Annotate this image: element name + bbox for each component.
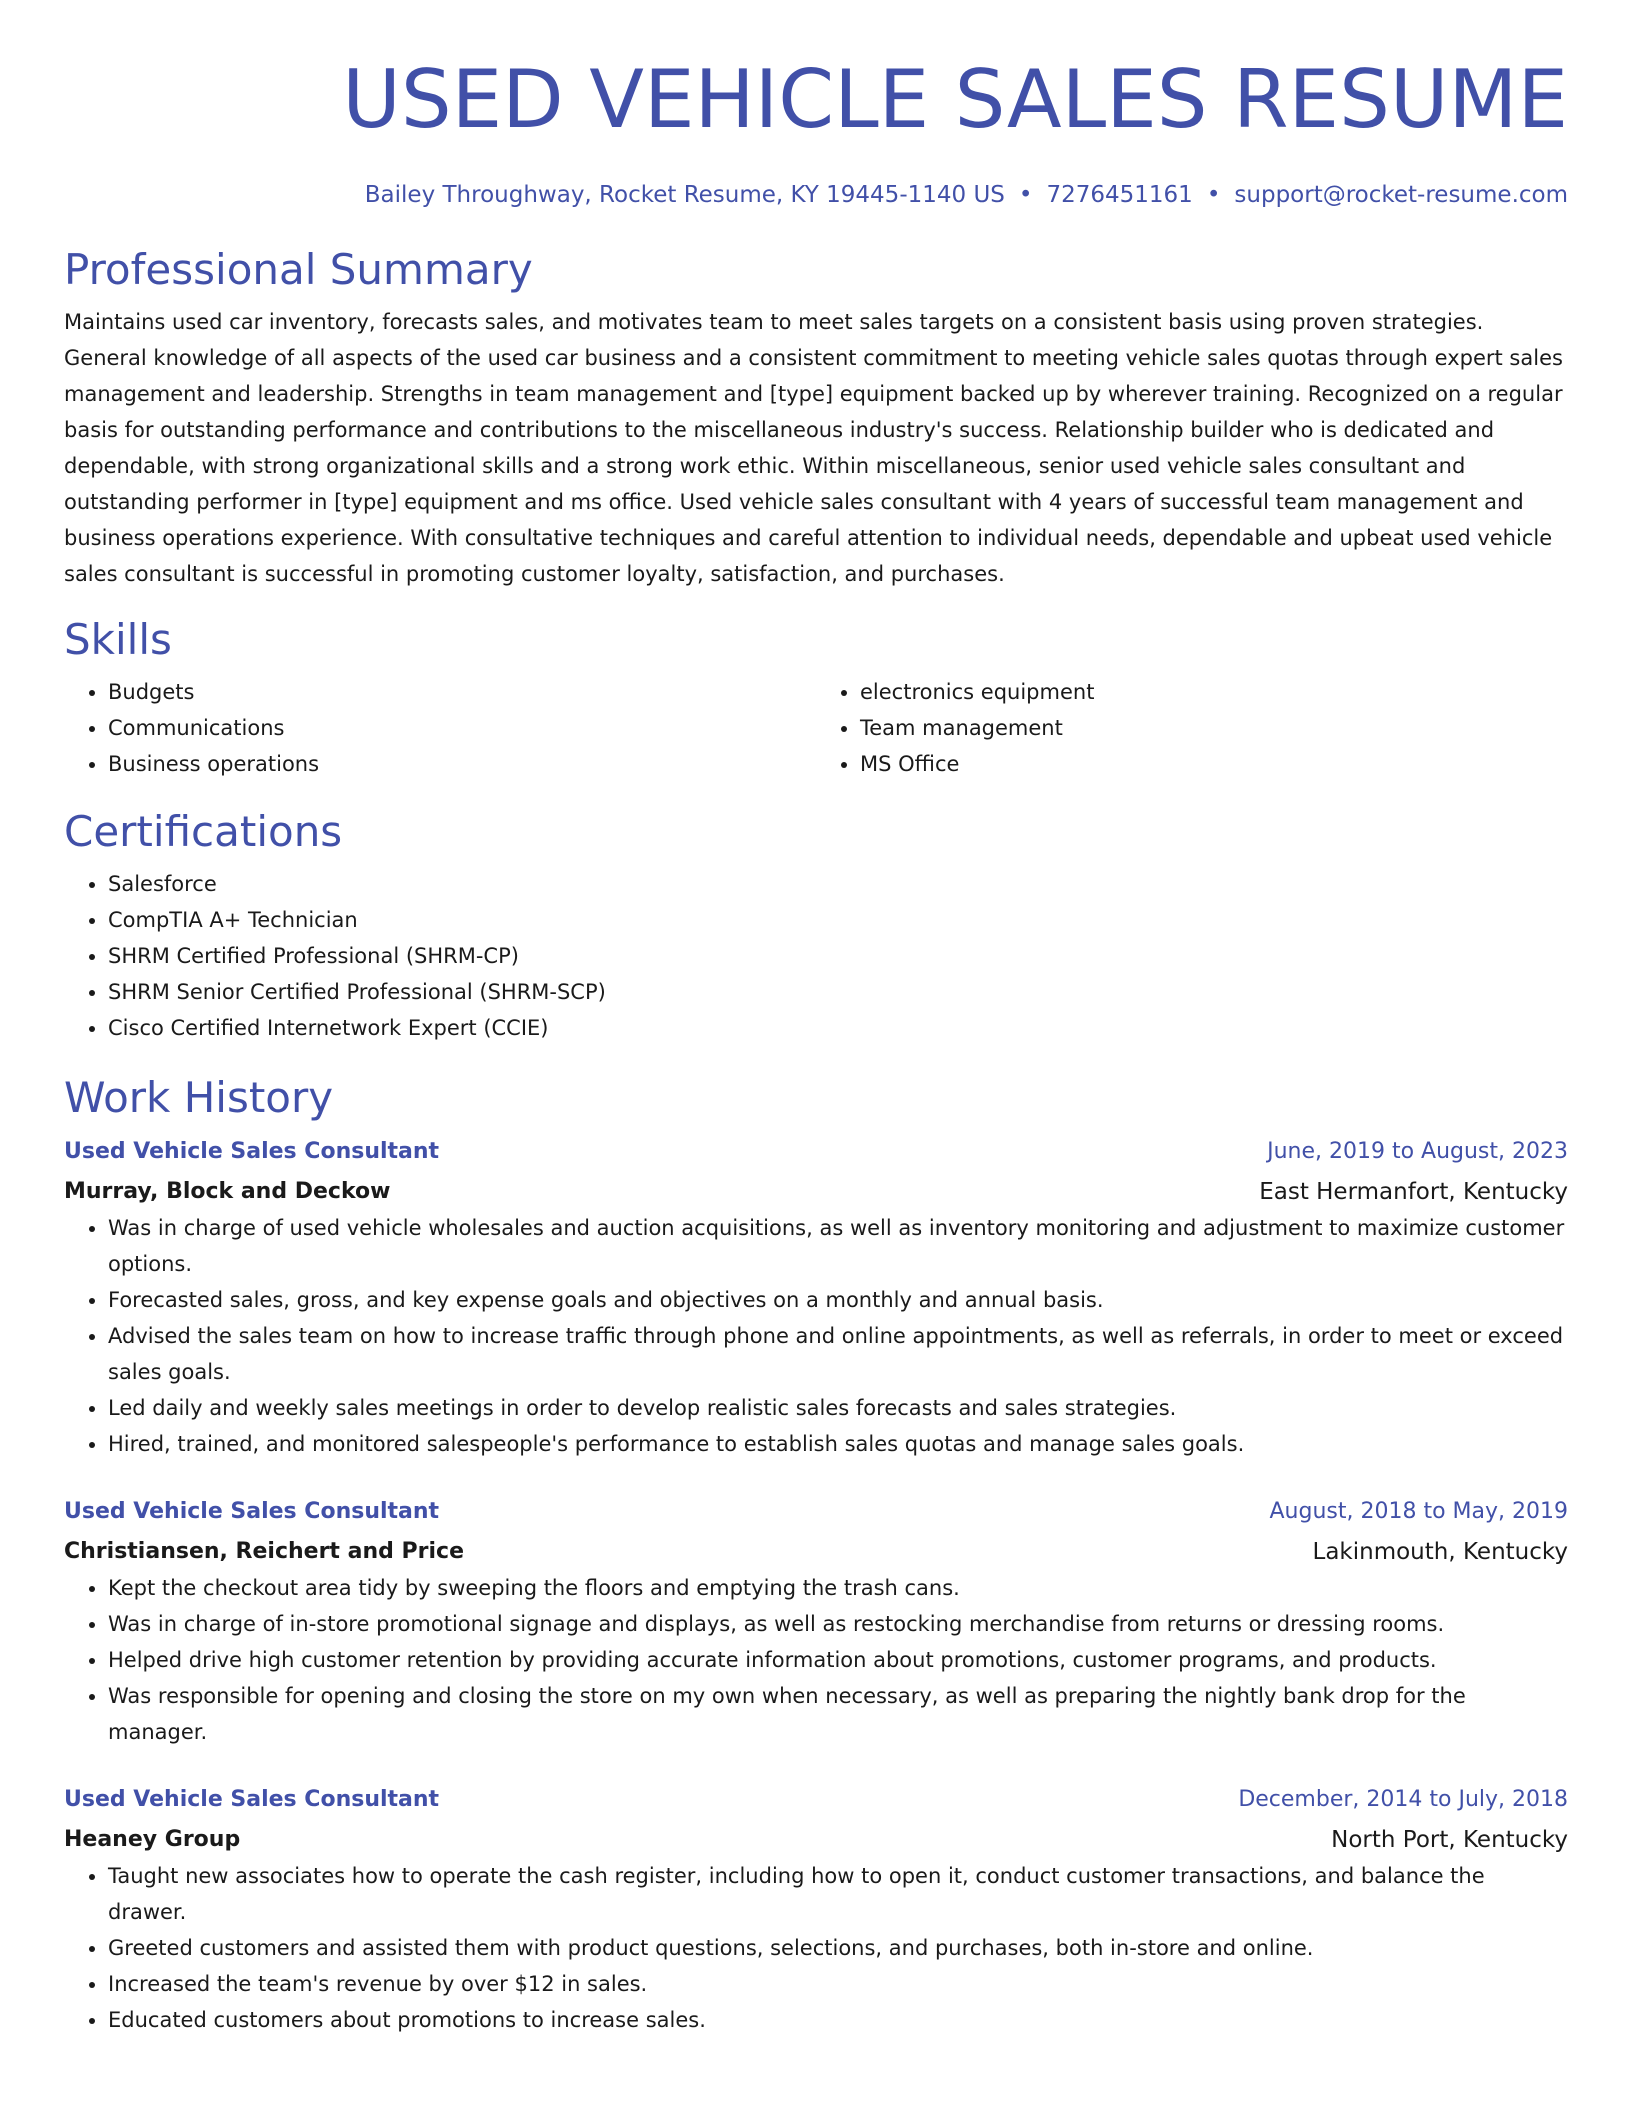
skill-item: • Communications [108,710,816,746]
skill-item: • MS Office [860,746,1568,782]
certification-item: • Salesforce [108,866,1568,902]
certification-item: • CompTIA A+ Technician [108,902,1568,938]
job-title: Used Vehicle Sales Consultant [64,1139,440,1164]
skills-grid [64,674,1568,782]
skills-column-right [816,674,1568,782]
job-entry [64,1134,1568,1462]
job-company-row [64,1534,1568,1570]
job-company: Murray, Block and Deckow [64,1179,391,1204]
job-bullet: • Led daily and weekly sales meetings in order to develop realistic sales forecasts and sales strategies. [108,1390,1568,1426]
skill-item: • Business operations [108,746,816,782]
job-bullet: • Increased the team's revenue by over $12 in sales. [108,1966,1568,2002]
job-company-row [64,1822,1568,1858]
skills-section [64,612,1568,782]
job-location: East Hermanfort, Kentucky [1259,1179,1568,1205]
job-bullets [64,1570,1568,1750]
job-bullet: • Was in charge of used vehicle wholesales and auction acquisitions, as well as inventory monitoring and adjustment to maximize customer options. [108,1210,1568,1282]
summary-section [64,242,1568,592]
summary-heading: Professional Summary [64,245,533,294]
certifications-list [64,866,1568,1046]
job-entry [64,1782,1568,2038]
contact-email: support@rocket-resume.com [1234,182,1568,208]
certifications-heading: Certifications [64,807,343,856]
job-dates: June, 2019 to August, 2023 [1267,1139,1568,1164]
skills-heading: Skills [64,615,172,664]
job-bullet: • Taught new associates how to operate the cash register, including how to open it, conduct customer transactions, and balance the drawer. [108,1858,1568,1930]
job-dates: December, 2014 to July, 2018 [1238,1787,1568,1812]
job-bullet: • Forecasted sales, gross, and key expense goals and objectives on a monthly and annual basis. [108,1282,1568,1318]
contact-line [64,178,1568,212]
job-company-row [64,1174,1568,1210]
summary-text: Maintains used car inventory, forecasts sales, and motivates team to meet sales targets on a consistent basis using proven strategies. General knowledge of all aspects of the used car business and a consistent commitment to meeting vehicle sales quotas through expert sales management and leadership. Strengths in team management and [type] equipment backed up by wherever training. Recognized on a regular basis for outstanding performance and contributions to the miscellaneous industry's success. Relationship builder who is dedicated and dependable, with strong organizational skills and a strong work ethic. Within miscellaneous, senior used vehicle sales consultant and outstanding performer in [type] equipment and ms office. Used vehicle sales consultant with 4 years of successful team management and business operations experience. With consultative techniques and careful attention to individual needs, dependable and upbeat used vehicle sales consultant is successful in promoting customer loyalty, satisfaction, and purchases. [64,310,1563,586]
job-bullets [64,1858,1568,2038]
job-bullets [64,1210,1568,1462]
job-company: Heaney Group [64,1827,241,1852]
contact-separator: • [1206,182,1221,208]
contact-separator: • [1018,182,1033,208]
job-title-row [64,1782,1568,1818]
certification-item: • Cisco Certified Internetwork Expert (CCIE) [108,1010,1568,1046]
resume-title: USED VEHICLE SALES RESUME [342,53,1568,146]
job-location: North Port, Kentucky [1331,1827,1568,1853]
job-bullet: • Advised the sales team on how to increase traffic through phone and online appointments, as well as referrals, in order to meet or exceed sales goals. [108,1318,1568,1390]
work-history-section [64,1070,1568,2038]
job-bullet: • Was responsible for opening and closing the store on my own when necessary, as well as preparing the nightly bank drop for the manager. [108,1678,1568,1750]
job-company: Christiansen, Reichert and Price [64,1539,464,1564]
certification-item: • SHRM Senior Certified Professional (SHRM-SCP) [108,974,1568,1010]
job-title: Used Vehicle Sales Consultant [64,1787,440,1812]
job-bullet: • Was in charge of in-store promotional signage and displays, as well as restocking merchandise from returns or dressing rooms. [108,1606,1568,1642]
job-bullet: • Educated customers about promotions to increase sales. [108,2002,1568,2038]
job-title: Used Vehicle Sales Consultant [64,1499,440,1524]
skills-column-left [64,674,816,782]
job-dates: August, 2018 to May, 2019 [1269,1499,1568,1524]
work-history-heading: Work History [64,1073,334,1122]
certifications-section [64,804,1568,1046]
contact-address: Bailey Throughway, Rocket Resume, KY 19445-1140 US [364,182,1005,208]
certification-item: • SHRM Certified Professional (SHRM-CP) [108,938,1568,974]
skill-item: • electronics equipment [860,674,1568,710]
job-bullet: • Hired, trained, and monitored salespeople's performance to establish sales quotas and manage sales goals. [108,1426,1568,1462]
job-bullet: • Greeted customers and assisted them with product questions, selections, and purchases, both in-store and online. [108,1930,1568,1966]
skills-list-right [816,674,1568,782]
job-title-row [64,1494,1568,1530]
job-bullet: • Helped drive high customer retention by providing accurate information about promotions, customer programs, and products. [108,1642,1568,1678]
skill-item: • Team management [860,710,1568,746]
job-location: Lakinmouth, Kentucky [1312,1539,1568,1565]
skills-list-left [64,674,816,782]
job-bullet: • Kept the checkout area tidy by sweeping the floors and emptying the trash cans. [108,1570,1568,1606]
contact-phone: 7276451161 [1046,182,1193,208]
job-entry [64,1494,1568,1750]
job-title-row [64,1134,1568,1170]
skill-item: • Budgets [108,674,816,710]
